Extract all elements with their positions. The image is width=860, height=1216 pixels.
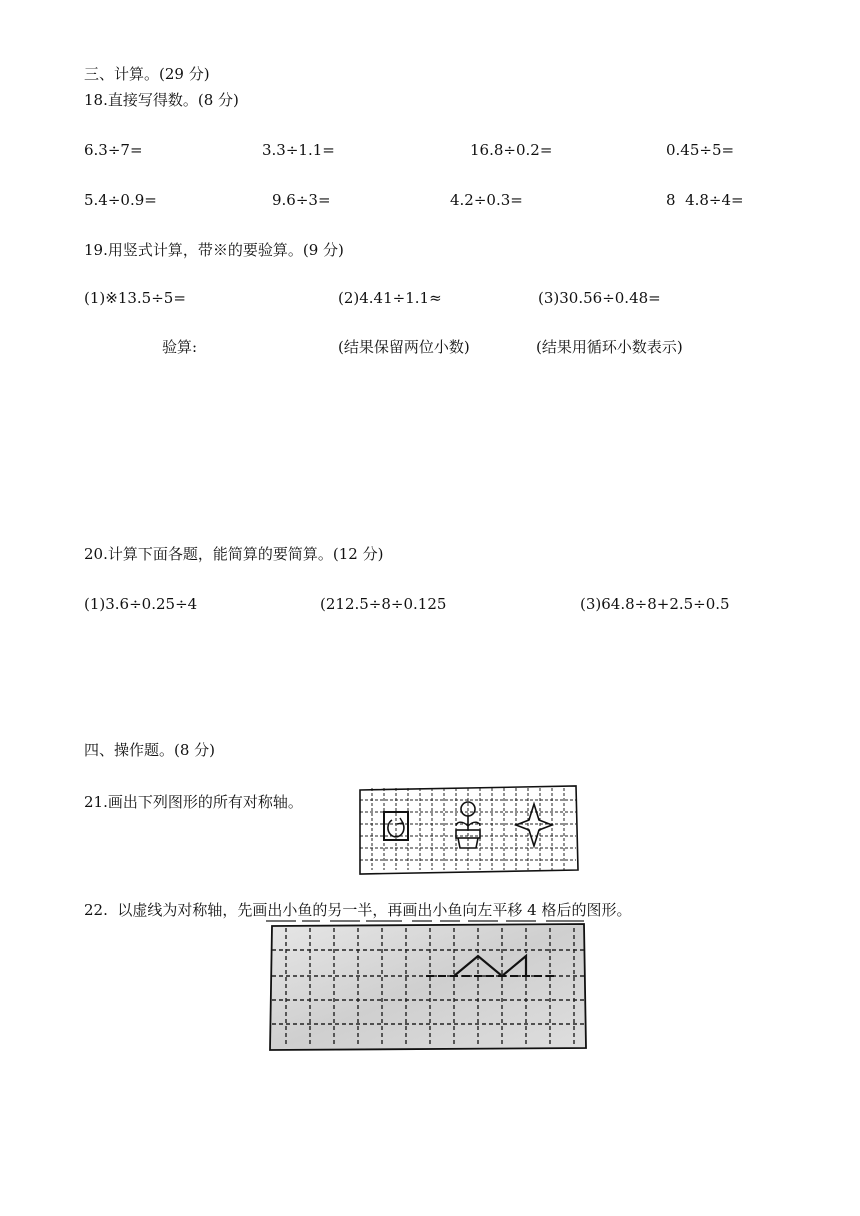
section-3-title: 三、计算。(29 分) — [84, 65, 210, 83]
q19-note-2: (结果保留两位小数) — [338, 338, 470, 356]
q20-title: 20.计算下面各题，能简算的要简算。(12 分) — [84, 545, 384, 563]
q19-note-3: (结果用循环小数表示) — [536, 338, 683, 356]
q19-title: 19.用竖式计算，带※的要验算。(9 分) — [84, 241, 344, 259]
q22-title: 22. 以虚线为对称轴，先画出小鱼的另一半，再画出小鱼向左平移 4 格后的图形。 — [84, 901, 632, 919]
q20-item-1: (1)3.6÷0.25÷4 — [84, 595, 198, 613]
q18-item-4: 0.45÷5= — [666, 141, 735, 159]
q19-item-1: (1)※13.5÷5= — [84, 289, 186, 307]
q22-grid-figure — [266, 920, 590, 1054]
q19-item-2: (2)4.41÷1.1≈ — [338, 289, 442, 307]
q19-check-label: 验算: — [162, 338, 198, 356]
q18-title: 18.直接写得数。(8 分) — [84, 91, 239, 109]
q18-item-8: 8 4.8÷4= — [666, 191, 744, 209]
section-4-title: 四、操作题。(8 分) — [84, 741, 216, 759]
q18-item-6: 9.6÷3= — [272, 191, 331, 209]
q18-item-1: 6.3÷7= — [84, 141, 143, 159]
q20-item-3: (3)64.8÷8+2.5÷0.5 — [580, 595, 730, 613]
q21-title: 21.画出下列图形的所有对称轴。 — [84, 793, 303, 811]
q21-grid-figure — [356, 784, 582, 876]
q18-item-2: 3.3÷1.1= — [262, 141, 335, 159]
q20-item-2: (212.5÷8÷0.125 — [320, 595, 447, 613]
q18-item-3: 16.8÷0.2= — [470, 141, 553, 159]
q18-item-7: 4.2÷0.3= — [450, 191, 523, 209]
q19-item-3: (3)30.56÷0.48= — [538, 289, 661, 307]
q18-item-5: 5.4÷0.9= — [84, 191, 157, 209]
